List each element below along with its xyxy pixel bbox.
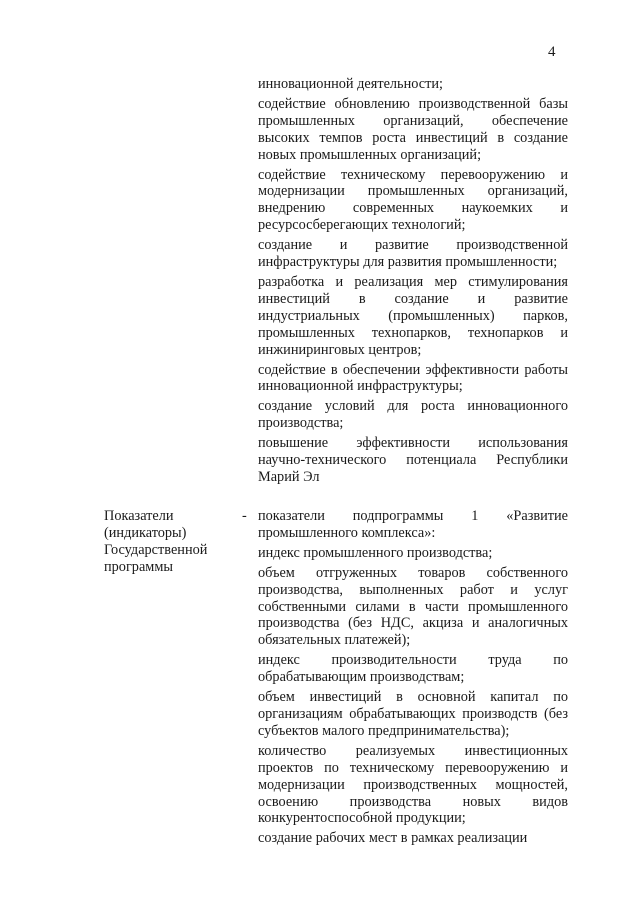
indicator-item: показатели подпрограммы 1 «Развитие промышленного комплекса»: [258, 508, 568, 541]
objective-item: повышение эффективности использования научно-технического потенциала Республики Марий Эл [258, 435, 568, 485]
indicator-item: индекс производительности труда по обрабатывающим производствам; [258, 652, 568, 686]
indicator-item: индекс промышленного производства; [258, 544, 493, 561]
indicator-item: количество реализуемых инвестиционных проектов по техническому перевооружению и модернизации производственных мощностей, освоению производства новых видов конкурентоспособной продукции; [258, 742, 568, 827]
objective-item: содействие техническому перевооружению и модернизации промышленных организаций, внедрению современных наукоемких и ресурсосберегающих технологий; [258, 166, 568, 234]
indicator-item: объем отгруженных товаров собственного производства, выполненных работ и услуг собственными силами в части промышленного производства (без НДС, акциза и аналогичных обязательных платежей); [258, 564, 568, 649]
page-number: 4 [548, 44, 556, 60]
objective-item: содействие в обеспечении эффективности работы инновационной инфраструктуры; [258, 361, 568, 395]
indicator-item: объем инвестиций в основной капитал по организациям обрабатывающих производств (без субъектов малого предпринимательства); [258, 689, 568, 739]
indicators-label: Показатели (индикаторы) Государственной программы [104, 508, 208, 575]
objective-item: создание условий для роста инновационного производства; [258, 398, 568, 432]
objective-item: разработка и реализация мер стимулирования инвестиций в создание и развитие индустриальных (промышленных) парков, промышленных технопарков, технопарков и инжиниринговых центров; [258, 273, 568, 358]
objective-item: создание и развитие производственной инфраструктуры для развития промышленности; [258, 237, 568, 271]
indicator-item: создание рабочих мест в рамках реализации [258, 830, 528, 847]
indicators-list [258, 508, 568, 850]
indicators-dash: - [242, 508, 247, 524]
objective-item: содействие обновлению производственной базы промышленных организаций, обеспечение высоких темпов роста инвестиций в создание новых промышленных организаций; [258, 95, 568, 163]
objective-item: инновационной деятельности; [258, 76, 443, 92]
objectives-list [258, 76, 568, 489]
